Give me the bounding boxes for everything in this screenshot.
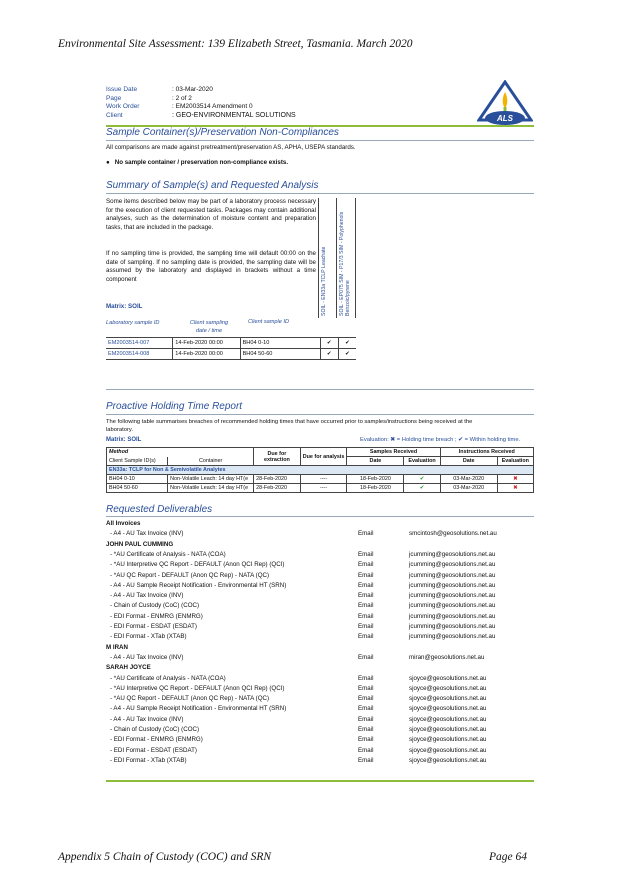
page-footer-left: Appendix 5 Chain of Custody (COC) and SRN xyxy=(58,851,272,863)
delivery-email: jcumming@geosolutions.net.au xyxy=(409,581,496,589)
delivery-email: sjoyce@geosolutions.net.au xyxy=(409,756,487,764)
deliverable-name: - *AU Certificate of Analysis - NATA (COA) xyxy=(110,674,226,682)
deliverable-row xyxy=(106,561,546,571)
delivery-email: jcumming@geosolutions.net.au xyxy=(409,561,496,569)
col-samples-received: Samples Received xyxy=(347,448,440,457)
delivery-method: Email xyxy=(358,726,374,733)
delivery-method: Email xyxy=(358,623,374,630)
deliverable-row xyxy=(106,613,546,623)
deliverable-name: - *AU Certificate of Analysis - NATA (COA) xyxy=(110,550,226,558)
delivery-email: sjoyce@geosolutions.net.au xyxy=(409,746,487,754)
analysis-header-block xyxy=(318,198,356,318)
bullet-icon: ● xyxy=(106,159,110,166)
noncompliance-text: All comparisons are made against pretreatment/preservation AS, APHA, USEPA standards. xyxy=(106,144,356,151)
delivery-method: Email xyxy=(358,612,374,620)
deliverable-row xyxy=(106,602,546,612)
page-footer-right: Page 64 xyxy=(488,851,527,863)
recipient-name: M IRAN xyxy=(106,643,128,651)
breach-icon: ✖ xyxy=(497,484,533,493)
table-row xyxy=(107,466,534,475)
delivery-method: Email xyxy=(358,674,374,682)
client-name: : GEO-ENVIRONMENTAL SOLUTIONS xyxy=(172,112,296,119)
deliverable-row xyxy=(106,675,546,685)
deliverable-name: - EDI Format - ENMRG (ENMRG) xyxy=(110,612,203,620)
client-label: Client xyxy=(106,112,123,119)
delivery-method: Email xyxy=(358,684,374,692)
col-instr-eval: Evaluation xyxy=(497,457,533,466)
client-sampling-date: 14-Feb-2020 00:00 xyxy=(173,349,240,360)
deliverable-row xyxy=(106,695,546,705)
recipient-name: JOHN PAUL CUMMING xyxy=(106,540,174,548)
page-label: Page xyxy=(106,95,122,102)
delivery-method: Email xyxy=(358,633,374,641)
samples-date: 18-Feb-2020 xyxy=(347,484,404,493)
col-lab-sample-id: Laboratory sample ID xyxy=(106,320,160,326)
check-icon: ✔ xyxy=(338,349,356,360)
col-samples-eval: Evaluation xyxy=(404,457,440,466)
deliverable-name: - *AU QC Report - DEFAULT (Anon QC Rep) - NATA (QC) xyxy=(110,571,270,579)
client-sample-id: BH04 50-60 xyxy=(107,484,168,493)
deliverables-list xyxy=(106,520,536,775)
delivery-email: jcumming@geosolutions.net.au xyxy=(409,602,496,610)
section-rule xyxy=(106,414,534,415)
delivery-email: jcumming@geosolutions.net.au xyxy=(409,550,496,558)
delivery-method: Email xyxy=(358,602,374,610)
noncompliance-bullet xyxy=(106,159,288,168)
client-sample-id: BH04 0-10 xyxy=(240,338,320,349)
col-samples-date: Date xyxy=(347,457,404,466)
logo-text: ALS xyxy=(497,114,513,123)
analysis-header-en33a: SOIL - EN33a TCLP Leachate xyxy=(321,246,327,316)
due-analysis: ---- xyxy=(300,475,347,484)
deliverable-name: - Chain of Custody (CoC) (COC) xyxy=(110,726,200,733)
recipient-group xyxy=(106,541,546,551)
deliverable-name: - A4 - AU Tax Invoice (INV) xyxy=(110,653,184,661)
issue-date: : 03-Mar-2020 xyxy=(172,86,213,93)
col-due-analysis: Due for analysis xyxy=(300,448,347,466)
holding-time-evaluation: Evaluation: ✖ = Holding time breach ; ✔ = Within holding time. xyxy=(360,437,521,443)
recipient-group xyxy=(106,664,546,674)
container: Non-Volatile Leach: 14 day HT(e xyxy=(168,475,254,484)
delivery-email: smcintosh@geosolutions.net.au xyxy=(409,530,497,538)
check-icon: ✔ xyxy=(320,338,338,349)
delivery-email: sjoyce@geosolutions.net.au xyxy=(409,715,487,723)
table-row xyxy=(107,448,534,457)
instructions-date: 03-Mar-2020 xyxy=(440,475,497,484)
section-rule xyxy=(106,193,534,194)
deliverable-name: - A4 - AU Tax Invoice (INV) xyxy=(110,715,184,723)
delivery-method: Email xyxy=(358,530,374,538)
col-due-extraction: Due for extraction xyxy=(254,448,301,466)
als-logo xyxy=(477,80,533,126)
recipient-group xyxy=(106,644,546,654)
delivery-email: sjoyce@geosolutions.net.au xyxy=(409,684,487,692)
section-rule xyxy=(106,516,534,517)
delivery-email: jcumming@geosolutions.net.au xyxy=(409,612,496,620)
breach-icon: ✖ xyxy=(497,475,533,484)
table-row xyxy=(106,338,356,349)
delivery-method: Email xyxy=(358,736,374,744)
section-title-summary: Summary of Sample(s) and Requested Analysis xyxy=(106,180,319,191)
deliverable-row xyxy=(106,572,546,582)
check-icon: ✔ xyxy=(404,484,440,493)
delivery-method: Email xyxy=(358,653,374,661)
client-sample-id: BH04 50-60 xyxy=(240,349,320,360)
deliverable-name: - *AU Interpretive QC Report - DEFAULT (Anon QCI Rep) (QCI) xyxy=(110,684,285,692)
method-group: EN33a: TCLP for Non & Semivolatile Analytes xyxy=(107,466,534,475)
recipient-name: All Invoices xyxy=(106,520,141,527)
col-container: Container xyxy=(168,457,254,466)
delivery-method: Email xyxy=(358,550,374,558)
deliverable-name: - EDI Format - ESDAT (ESDAT) xyxy=(110,623,197,630)
deliverable-row xyxy=(106,654,546,664)
check-icon: ✔ xyxy=(320,349,338,360)
analysis-header-divider xyxy=(336,198,337,318)
due-extraction: 28-Feb-2020 xyxy=(254,484,301,493)
deliverable-row xyxy=(106,582,546,592)
deliverable-row xyxy=(106,592,546,602)
due-extraction: 28-Feb-2020 xyxy=(254,475,301,484)
delivery-email: sjoyce@geosolutions.net.au xyxy=(409,705,487,713)
col-client-sample-ids: Client Sample ID(s) xyxy=(107,457,168,466)
check-icon: ✔ xyxy=(404,475,440,484)
summary-matrix: Matrix: SOIL xyxy=(106,303,143,310)
delivery-email: sjoyce@geosolutions.net.au xyxy=(409,674,487,682)
delivery-email: sjoyce@geosolutions.net.au xyxy=(409,736,487,744)
holding-time-matrix: Matrix: SOIL xyxy=(106,437,142,443)
delivery-email: jcumming@geosolutions.net.au xyxy=(409,571,496,579)
delivery-method: Email xyxy=(358,715,374,723)
deliverable-name: - *AU QC Report - DEFAULT (Anon QC Rep) - NATA (QC) xyxy=(110,695,270,703)
delivery-method: Email xyxy=(358,756,374,764)
section-title-deliverables: Requested Deliverables xyxy=(106,504,213,515)
instructions-date: 03-Mar-2020 xyxy=(440,484,497,493)
deliverable-row xyxy=(106,716,546,726)
col-instructions-received: Instructions Received xyxy=(440,448,533,457)
deliverable-name: - Chain of Custody (CoC) (COC) xyxy=(110,602,200,610)
deliverable-name: - A4 - AU Tax Invoice (INV) xyxy=(110,530,184,538)
deliverable-row xyxy=(106,757,546,767)
lab-sample-id: EM2003514-007 xyxy=(106,338,173,349)
work-order: : EM2003514 Amendment 0 xyxy=(172,103,253,110)
issue-date-label: Issue Date xyxy=(106,86,138,93)
deliverable-row xyxy=(106,726,546,736)
section-title-noncompliance: Sample Container(s)/Preservation Non-Compliances xyxy=(106,127,339,138)
deliverable-row xyxy=(106,747,546,757)
deliverable-row xyxy=(106,530,546,540)
analysis-header-ep075: SOIL - EP075 SIM - P17/3 SIM - Polyphenols Benzoic/pyrene xyxy=(339,211,351,316)
delivery-method: Email xyxy=(358,592,374,600)
delivery-method: Email xyxy=(358,695,374,703)
summary-table xyxy=(106,337,356,360)
client-sample-id: BH04 0-10 xyxy=(107,475,168,484)
deliverable-name: - A4 - AU Sample Receipt Notification - Environmental HT (SRN) xyxy=(110,581,287,589)
delivery-email: miran@geosolutions.net.au xyxy=(409,653,485,661)
holding-time-text: The following table summarises breaches of recommended holding times that have occurred prior to samples/instructions being received at the laboratory. xyxy=(106,419,473,433)
page-header: Environmental Site Assessment: 139 Elizabeth Street, Tasmania. March 2020 xyxy=(58,38,413,50)
delivery-method: Email xyxy=(358,746,374,754)
holding-time-table xyxy=(106,447,534,493)
section-rule xyxy=(106,140,534,141)
table-row xyxy=(107,484,534,493)
footer-rule xyxy=(106,780,534,782)
table-row xyxy=(106,349,356,360)
delivery-email: jcumming@geosolutions.net.au xyxy=(409,633,496,641)
container: Non-Volatile Leach: 14 day HT(e xyxy=(168,484,254,493)
page-value: : 2 of 2 xyxy=(172,95,192,102)
delivery-email: sjoyce@geosolutions.net.au xyxy=(409,695,487,703)
section-title-holding-time: Proactive Holding Time Report xyxy=(106,401,243,412)
deliverable-row xyxy=(106,736,546,746)
delivery-email: jcumming@geosolutions.net.au xyxy=(409,592,496,600)
summary-paragraph-2: If no sampling time is provided, the sampling time will default 00:00 on the date of sampling. If no sampling date is provided, the sampling date will be assumed by the laboratory and displayed in brackets without a time component xyxy=(106,250,316,283)
deliverable-name: - EDI Format - ENMRG (ENMRG) xyxy=(110,736,203,744)
deliverable-row xyxy=(106,633,546,643)
check-icon: ✔ xyxy=(338,338,356,349)
delivery-method: Email xyxy=(358,561,374,569)
table-row xyxy=(107,475,534,484)
samples-date: 18-Feb-2020 xyxy=(347,475,404,484)
col-client-sampling: Client sampling date / time xyxy=(189,320,229,334)
bullet-text: No sample container / preservation non-compliance exists. xyxy=(114,159,289,166)
deliverable-name: - EDI Format - XTab (XTAB) xyxy=(110,633,187,641)
lab-sample-id: EM2003514-008 xyxy=(106,349,173,360)
report-meta xyxy=(106,86,366,126)
deliverable-row xyxy=(106,551,546,561)
delivery-email: sjoyce@geosolutions.net.au xyxy=(409,726,487,733)
col-method: Method xyxy=(107,448,254,457)
delivery-method: Email xyxy=(358,705,374,713)
due-analysis: ---- xyxy=(300,484,347,493)
delivery-method: Email xyxy=(358,581,374,589)
deliverable-name: - EDI Format - XTab (XTAB) xyxy=(110,756,187,764)
deliverable-row xyxy=(106,623,546,633)
client-sampling-date: 14-Feb-2020 00:00 xyxy=(173,338,240,349)
work-order-label: Work Order xyxy=(106,103,140,110)
delivery-method: Email xyxy=(358,571,374,579)
summary-paragraph-1: Some items described below may be part of a laboratory process necessary for the execution of client requested tasks. Packages may contain additional analyses, such as the determination of moisture content and preparation tasks, that are included in the package. xyxy=(106,198,316,231)
deliverable-name: - A4 - AU Tax Invoice (INV) xyxy=(110,592,184,600)
recipient-group xyxy=(106,520,546,530)
delivery-email: jcumming@geosolutions.net.au xyxy=(409,623,496,630)
recipient-name: SARAH JOYCE xyxy=(106,664,151,672)
deliverable-row xyxy=(106,705,546,715)
col-instr-date: Date xyxy=(440,457,497,466)
deliverable-name: - A4 - AU Sample Receipt Notification - Environmental HT (SRN) xyxy=(110,705,287,713)
deliverable-name: - *AU Interpretive QC Report - DEFAULT (Anon QCI Rep) (QCI) xyxy=(110,561,285,569)
section-rule xyxy=(106,389,534,390)
col-client-sample-id: Client sample ID xyxy=(248,319,290,325)
deliverable-name: - EDI Format - ESDAT (ESDAT) xyxy=(110,746,197,754)
deliverable-row xyxy=(106,685,546,695)
